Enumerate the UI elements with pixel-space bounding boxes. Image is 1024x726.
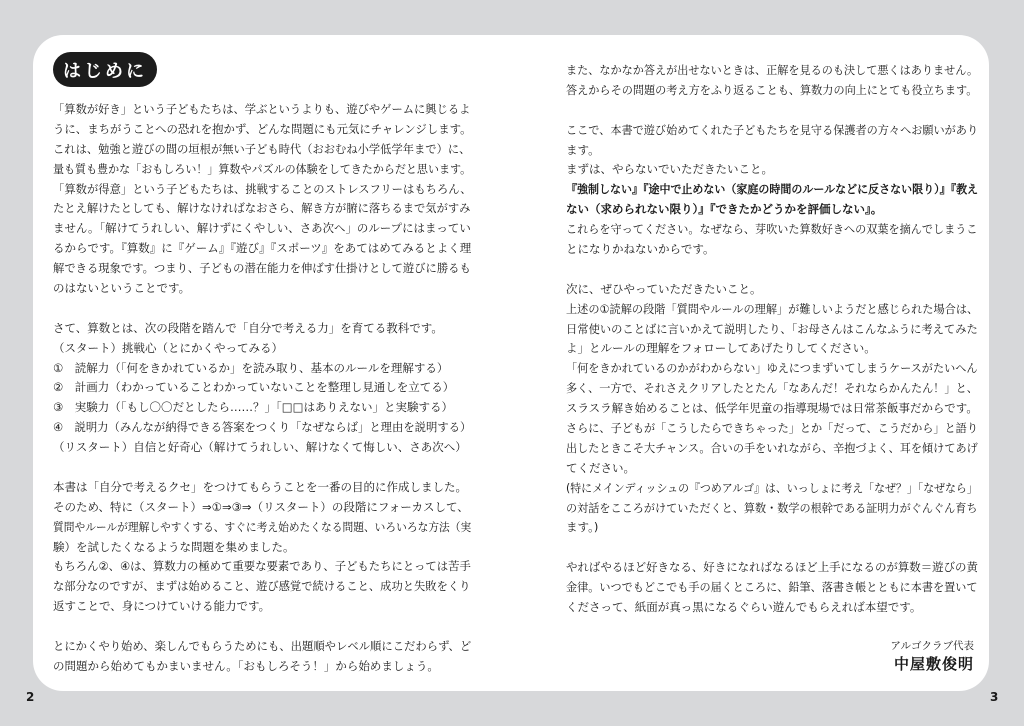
blank-line [566,101,978,121]
blank-line [566,260,978,280]
text-line: たとえ解けたとしても、解けなければなおさら、解き方が腑に落ちるまで気がすみ [53,201,471,216]
text-line: 答えからその問題の考え方をふり返ることも、算数力の向上にとても役立ちます。 [566,82,978,97]
text-line: ません。「解けてうれしい、解けずにくやしい、さあ次へ」のループにはまってい [53,221,471,236]
text-line: さて、算数とは、次の段階を踏んで「自分で考える力」を育てる教科です。 [53,320,443,335]
text-line-emphasis: ない（求められない限り）』『できたかどうかを評価しない』。 [566,202,883,217]
text-line: まずは、やらないでいただきたいこと。 [566,162,773,177]
text-line: 量も質も豊かな「おもしろい！」算数やパズルの体験をしてきたからだと思います。 [53,161,472,176]
text-line: ④ 説明力（みんなが納得できる答案をつくり「なぜならば」と理由を説明する） [53,420,472,435]
text-line: やればやるほど好きなる、好きになればなるほど上手になるのが算数＝遊びの黄 [566,560,978,575]
text-line: てください。 [566,460,635,475]
blank-line [53,299,471,319]
signature-block [890,638,974,674]
left-page-text [53,100,471,677]
text-line: そのため、特に（スタート）⇒①⇒③⇒（リスタート）の段階にフォーカスして、 [53,499,469,514]
text-line: 上述の①読解の段階「質問やルールの理解」が難しいようだと感じられた場合は、 [566,301,979,316]
text-line: よ」とルールの理解をフォローしてあげたりしてください。 [566,341,876,356]
text-line: (特にメインディッシュの『つめアルゴ』は、いっしょに考え「なぜ？」「なぜなら」 [566,480,978,495]
text-line: るからです。『算数』に『ゲーム』『遊び』『スポーツ』をあてはめてみるとよく理 [53,241,472,256]
text-line: 多く、一方で、それさえクリアしたとたん「なあんだ！それならかんたん！」と、 [566,381,978,396]
text-line: うに、まちがうことへの恐れを抱かず、どんな問題にも元気にチャレンジします。 [53,121,472,136]
text-line: ます。) [566,520,599,535]
text-line: ① 読解力（「何をきかれているか」を読み取り、基本のルールを理解する） [53,360,449,375]
text-line: のはないということです。 [53,281,191,296]
text-line: 「算数が好き」という子どもたちは、学ぶというよりも、遊びやゲームに興じるよ [53,102,471,116]
blank-line [566,538,978,558]
text-line: これは、勉強と遊びの間の垣根が無い子ども時代（おおむね小学低学年まで）に、 [53,141,471,156]
page-number-right: 3 [990,690,999,704]
text-line: （スタート）挑戦心（とにかくやってみる） [53,340,283,355]
text-line: 「算数が得意」という子どもたちは、挑戦することのストレスフリーはもちろん、 [53,181,472,196]
text-line: （リスタート）自信と好奇心（解けてうれしい、解けなくて悔しい、さあ次へ） [53,440,467,455]
text-line: 本書は「自分で考えるクセ」をつけてもらうことを一番の目的に作成しました。 [53,479,467,494]
text-line: とにかくやり始め、楽しんでもらうためにも、出題順やレベル順にこだわらず、ど [53,639,472,654]
text-line: これらを守ってください。なぜなら、芽吹いた算数好きへの双葉を摘んでしまうこ [566,222,978,237]
text-line: 解できる現象です。つまり、子どもの潜在能力を伸ばす仕掛けとして遊びに勝るも [53,261,471,276]
text-line: とになりかねないからです。 [566,242,715,257]
text-line: 質問やルールが理解しやすくする、すぐに考え始めたくなる問題、いろいろな方法（実 [53,519,472,534]
blank-line [53,617,471,637]
text-line: の対話をこころがけていただくと、算数・数学の根幹である証明力がぐんぐん育ち [566,500,978,515]
text-line: くださって、紙面が真っ黒になるぐらい遊んでもらえれば本望です。 [566,600,922,615]
text-line: ます。 [566,142,600,157]
text-line: 金律。いつでもどこでも手の届くところに、鉛筆、落書き帳とともに本書を置いて [566,580,978,595]
author-role: アルゴクラブ代表 [890,640,974,652]
text-line: の問題から始めてもかまいません。「おもしろそう！」から始めましょう。 [53,658,439,673]
text-line: 次に、ぜひやっていただきたいこと。 [566,281,762,296]
text-line-emphasis: 『強制しない』『途中で止めない（家庭の時間のルールなどに反さない限り）』『教え [566,182,979,197]
text-line: ③ 実験力（「もし〇〇だとしたら……？」「□□はありえない」と実験する） [53,400,454,415]
text-line: 「何をきかれているのかがわからない」ゆえにつまずいてしまうケースがたいへん [566,361,978,376]
text-line: 返すことで、身につけていける能力です。 [53,599,271,614]
page-number-left: 2 [26,690,35,704]
text-line: 出したときこそ大チャンス。合いの手をいれながら、辛抱づよく、耳を傾けてあげ [566,440,978,455]
text-line: もちろん②、④は、算数力の極めて重要な要素であり、子どもたちにとっては苦手 [53,559,471,574]
section-heading: はじめに [53,52,157,87]
right-page-text [566,61,978,618]
text-line: ② 計画力（わかっていることわかっていないことを整理し見通しを立てる） [53,380,455,395]
text-line: 日常使いのことばに言いかえて説明したり、「お母さんはこんなふうに考えてみた [566,321,978,336]
text-line: さらに、子どもが「こうしたらできちゃった」とか「だって、こうだから」と語り [566,421,978,436]
author-name: 中屋敷俊明 [893,655,974,673]
text-line: ここで、本書で遊び始めてくれた子どもたちを見守る保護者の方々へお願いがあり [566,122,979,137]
blank-line [53,458,471,478]
text-line: な部分なのですが、まずは始めること、遊び感覚で続けること、成功と失敗をくり [53,579,471,594]
text-line: また、なかなか答えが出せないときは、正解を見るのも決して悪くはありません。 [566,63,979,77]
text-line: スラスラ解き始めることは、低学年児童の指導現場では日常茶飯事だからです。 [566,401,978,416]
text-line: 験）を試したくなるような問題を集めました。 [53,539,295,554]
